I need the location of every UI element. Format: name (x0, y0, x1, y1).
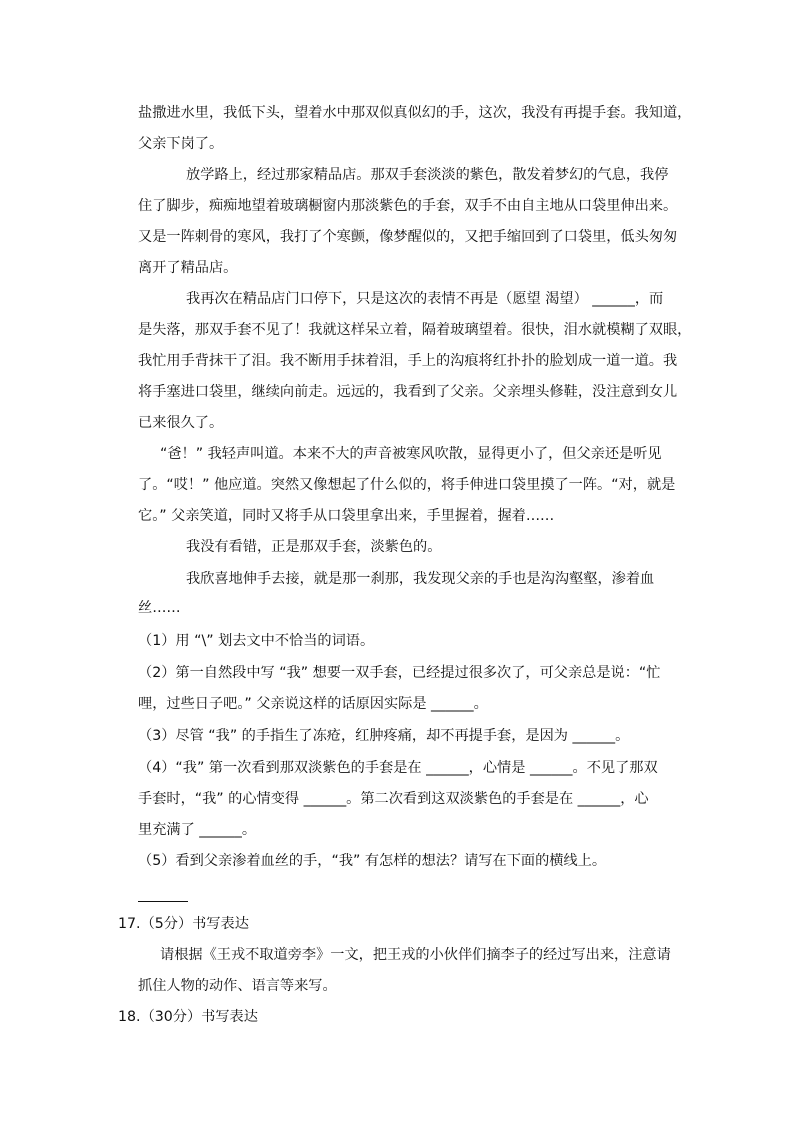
passage-line: “爸！” 我轻声叫道。本来不大的声音被寒风吹散，显得更小了，但父亲还是听见 (160, 446, 662, 462)
passage-line: 了。“哎！” 他应道。突然又像想起了什么似的，将手伸进口袋里摸了一阵。“对，就是 (138, 477, 676, 493)
passage-line: 又是一阵刺骨的寒风，我打了个寒颤，像梦醒似的，又把手缩回到了口袋里，低头匆匆 (138, 229, 678, 245)
passage-line: 将手塞进口袋里，继续向前走。远远的，我看到了父亲。父亲埋头修鞋，没注意到女儿 (138, 384, 678, 400)
passage-line: 它。” 父亲笑道，同时又将手从口袋里拿出来，手里握着，握着…… (138, 508, 555, 524)
question-line: 手套时，“我” 的心情变得 ______。第二次看到这双淡紫色的手套是在 ______，心 (138, 791, 649, 807)
question-line: 里充满了 ______。 (138, 822, 257, 838)
question-line: （5）看到父亲渗着血丝的手，“我” 有怎样的想法？请写在下面的横线上。 (138, 853, 607, 869)
question-17-prompt: 请根据《王戎不取道旁李》一文，把王戎的小伙伴们摘李子的经过写出来，注意请 (160, 947, 671, 963)
question-17-heading: 17.（5分）书写表达 (118, 916, 249, 932)
answer-blank-line[interactable] (138, 901, 188, 902)
passage-line: 离开了精品店。 (138, 260, 238, 276)
question-line: 哩，过些日子吧。” 父亲说这样的话原因实际是 ______。 (138, 696, 488, 712)
question-line: （4）“我” 第一次看到那双淡紫色的手套是在 ______，心情是 ______。不见了那双 (138, 760, 658, 776)
passage-line: 我忙用手背抹干了泪。我不断用手抹着泪，手上的沟痕将红扑扑的脸划成一道一道。我 (138, 353, 678, 369)
passage-line: 是失落，那双手套不见了！我就这样呆立着，隔着玻璃望着。很快，泪水就模糊了双眼， (138, 322, 692, 338)
passage-line: 父亲下岗了。 (138, 136, 224, 152)
question-line: （3）尽管 “我” 的手指生了冻疮，红肿疼痛，却不再提手套，是因为 ______。 (138, 728, 630, 744)
passage-line: 放学路上，经过那家精品店。那双手套淡淡的紫色，散发着梦幻的气息，我停 (186, 167, 669, 183)
passage-line: 我没有看错，正是那双手套，淡紫色的。 (186, 539, 442, 555)
question-line: （1）用 “\” 划去文中不恰当的词语。 (138, 633, 375, 649)
passage-line: 我再次在精品店门口停下，只是这次的表情不再是（愿望 渴望） ______，而 (186, 291, 664, 307)
passage-line: 丝…… (138, 600, 181, 616)
question-18-heading: 18.（30分）书写表达 (118, 1009, 258, 1025)
passage-line: 已来很久了。 (138, 415, 224, 431)
question-17-prompt: 抓住人物的动作、语言等来写。 (138, 978, 337, 994)
passage-line: 盐撒进水里，我低下头，望着水中那双似真似幻的手，这次，我没有再提手套。我知道， (138, 105, 692, 121)
passage-line: 住了脚步，痴痴地望着玻璃橱窗内那淡紫色的手套，双手不由自主地从口袋里伸出来。 (138, 198, 678, 214)
passage-line: 我欣喜地伸手去接，就是那一刹那，我发现父亲的手也是沟沟壑壑，渗着血 (186, 571, 655, 587)
question-line: （2）第一自然段中写 “我” 想要一双手套，已经提过很多次了，可父亲总是说：“忙 (138, 665, 661, 681)
